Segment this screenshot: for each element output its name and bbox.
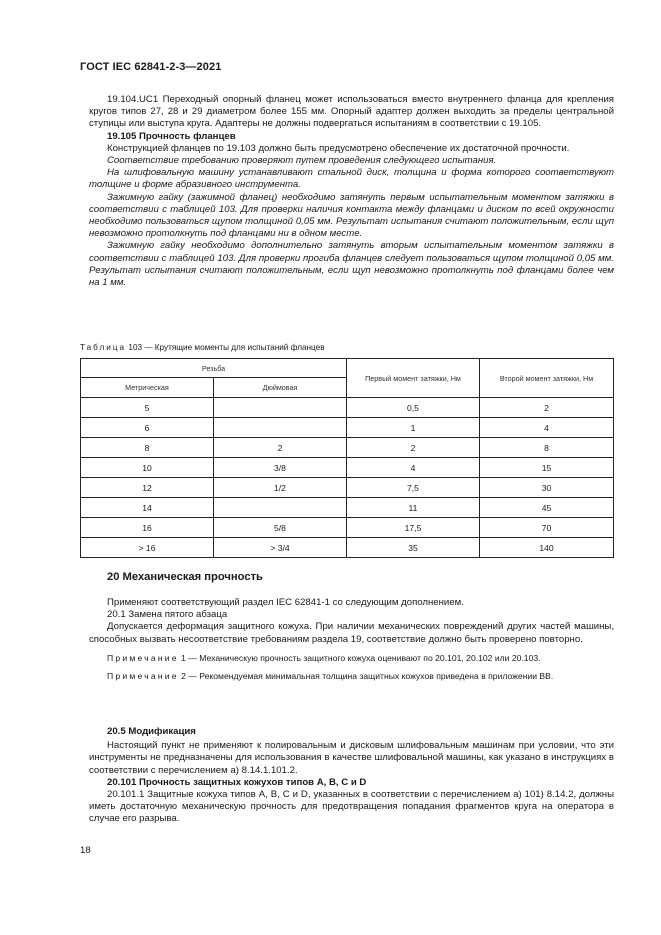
table-cell: 3/8 [214,458,347,478]
table-cell: 7,5 [347,478,480,498]
note-1-text: 1 — Механическую прочность защитного кожуха оценивают по 20.101, 20.102 или 20.103. [181,652,541,663]
table-cell: > 3/4 [214,538,347,558]
table-cell: 17,5 [347,518,480,538]
inch-header: Дюймовая [214,378,347,398]
paragraph-compliance: Соответствие требованию проверяют путем проведения следующего испытания. [107,155,497,167]
table-caption [80,343,325,352]
note-2-text: 2 — Рекомендуемая минимальная толщина защитных кожухов приведена в приложении BB. [181,670,554,681]
table-caption-label: Таблица [80,343,127,352]
table-cell [214,398,347,418]
second-torque-header: Второй момент затяжки, Нм [480,359,614,398]
table-row [81,538,614,558]
note-1 [89,652,614,664]
table-cell: > 16 [81,538,214,558]
heading-20-5: 20.5 Модификация [107,726,196,737]
table-cell: 2 [214,438,347,458]
table-cell: 16 [81,518,214,538]
paragraph-flange-design: Конструкцией фланцев по 19.103 должно быть предусмотрено обеспечение их достаточной прочности. [107,142,570,154]
table-cell: 4 [480,418,614,438]
page-number: 18 [80,845,91,856]
table-cell: 8 [81,438,214,458]
table-cell: 12 [81,478,214,498]
document-header: ГОСТ IEC 62841-2-3—2021 [80,61,222,73]
paragraph-19-104-uc1: 19.104.UC1 Переходный опорный фланец может использоваться вместо внутреннего фланца для крепления кругов типов 27, 28 и 29 диаметром более 155 мм. Опорный адаптер должен выходить за пределы центральной ступицы или выступа круга. Адаптеры не должны подвергаться испытаниям в соответствии с 19.105. [89,94,614,130]
table-row [81,518,614,538]
table-cell [214,498,347,518]
table-cell: 30 [480,478,614,498]
table-cell: 8 [480,438,614,458]
paragraph-first-torque: Зажимную гайку (зажимной фланец) необходимо затянуть первым испытательным моментом затяжки в соответствии с таблицей 103. Для проверки наличия контакта между фланцами и диском по всей окружности необходимо пользоваться щупом толщиной 0,05 мм. Результат испытания считают положительным, если щуп невозможно протолкнуть под фланцами ни в одном месте. [89,191,614,240]
table-row [81,458,614,478]
torque-table [80,358,614,558]
paragraph-second-torque: Зажимную гайку необходимо дополнительно затянуть вторым испытательным моментом затяжки в соответствии с таблицей 103. Для проверки прогиба фланцев следует пользоваться щупом толщиной 0,05 мм. Результат испытания считают положительным, если щуп невозможно протолкнуть под фланцами более чем на 1 мм. [89,240,614,289]
table-cell: 2 [480,398,614,418]
heading-19-105: 19.105 Прочность фланцев [107,130,236,142]
table-cell: 2 [347,438,480,458]
table-cell: 35 [347,538,480,558]
table-cell: 70 [480,518,614,538]
section-20-text [89,597,614,682]
note-2 [89,670,614,682]
table-cell: 5/8 [214,518,347,538]
paragraph-20-5: Настоящий пункт не применяют к полировальным и дисковым шлифовальным машинам при условии, что эти инструменты не предназначены для использования в качестве шлифовальной машины, как указано в инструкциях в соответствии с перечислением а) 8.14.1.101.2. [89,740,614,776]
thread-header: Резьба [81,359,347,378]
table-cell: 11 [347,498,480,518]
table-cell: 45 [480,498,614,518]
heading-section-20: 20 Механическая прочность [107,571,263,583]
table-cell: 6 [81,418,214,438]
paragraph-20-1: 20.1 Замена пятого абзаца [107,609,228,621]
table-row [81,498,614,518]
note-1-label: Примечание [107,652,179,663]
table-caption-text: 103 — Крутящие моменты для испытаний фланцев [128,343,325,352]
section-20-5-text [89,726,614,826]
table-cell: 10 [81,458,214,478]
paragraph-steel-disc: На шлифовальную машину устанавливают стальной диск, толщина и форма которого соответствуют толщине и форме абразивного инструмента. [89,167,614,191]
table-cell: 15 [480,458,614,478]
paragraph-20-101-1: 20.101.1 Защитные кожуха типов A, B, C и D, указанных в соответствии с перечислением а) 101) 8.14.2, должны иметь достаточную механическую прочность для предотвращения попадания фрагментов круга на оператора в случае его разрыва. [89,789,614,825]
table-row [81,438,614,458]
table-cell [214,418,347,438]
table-row [81,398,614,418]
paragraph-20-intro: Применяют соответствующий раздел IEC 62841-1 со следующим дополнением. [107,597,464,608]
table-row [81,478,614,498]
table-cell: 140 [480,538,614,558]
table-cell: 4 [347,458,480,478]
table-cell: 1/2 [214,478,347,498]
table-cell: 5 [81,398,214,418]
table-cell: 14 [81,498,214,518]
paragraph-20-deformation: Допускается деформация защитного кожуха. При наличии механических повреждений других частей машины, способных вызвать несоответствие требованиям раздела 19, соответствие должно быть проверено повторно. [89,621,614,645]
table-cell: 0,5 [347,398,480,418]
table-cell: 1 [347,418,480,438]
first-torque-header: Первый момент затяжки, Нм [347,359,480,398]
note-2-label: Примечание [107,670,179,681]
heading-20-101: 20.101 Прочность защитных кожухов типов A, B, C и D [107,776,367,788]
metric-header: Метрическая [81,378,214,398]
section-19-text [89,94,614,289]
table-row [81,418,614,438]
